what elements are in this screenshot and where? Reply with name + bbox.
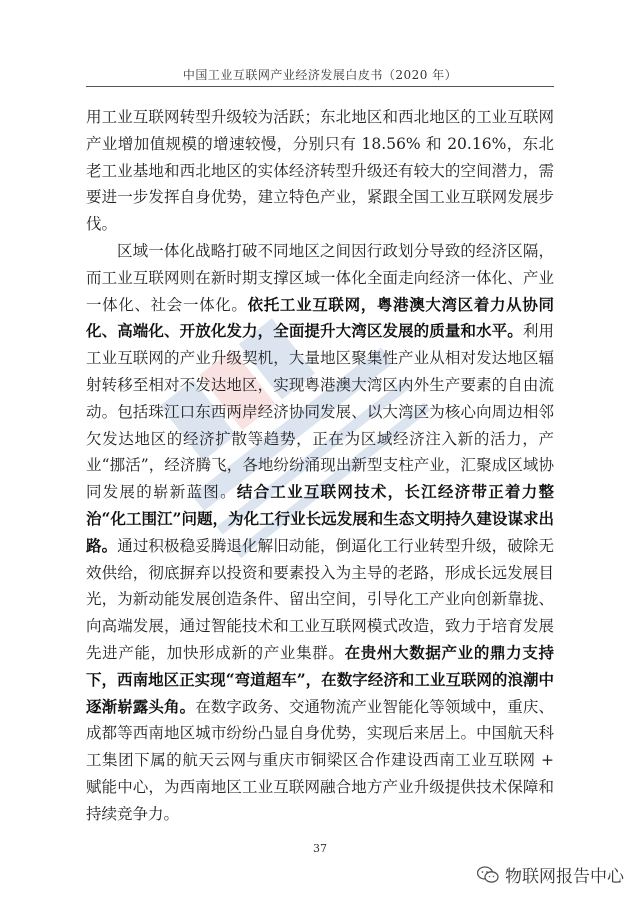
paragraph-2-intro: 区域一体化战略打破不同地区之间因行政划分导致的经济区隔，而工业互联网则在新时期支撑区域一体化全面走向经济一体化、产业一体化、社会一体化。 — [86, 241, 554, 314]
paragraph-2-bold-gba: 依托工业互联网，粤港澳大湾区着力从协同化、高端化、开放化发力，全面提升大湾区发展的质量和水平。 — [86, 294, 554, 341]
paragraph-2-gba-detail: 利用工业互联网的产业升级契机，大量地区聚集性产业从相对发达地区辐射转移至相对不发达地区，实现粤港澳大湾区内外生产要素的自由流动。包括珠江口东西两岸经济协同发展、以大湾区为核心向周边相邻欠发达地区的经济扩散等趋势，正在为区域经济注入新的活力，产业“挪活”，经济腾飞，各地纷纷涌现出新型支柱产业，汇聚成区域协同发展的崭新蓝图。 — [86, 322, 554, 502]
wechat-account-mark — [477, 862, 624, 887]
paragraph-1: 用工业互联网转型升级较为活跃；东北地区和西北地区的工业互联网产业增加值规模的增速较慢，分别只有 18.56% 和 20.16%，东北老工业基地和西北地区的实体经济转型升级还有较大的空间潜力，需要进一步发挥自身优势，建立特色产业，紧跟全国工业互联网发展步伐。 — [86, 108, 554, 234]
wechat-account-name: 物联网报告中心 — [505, 867, 624, 887]
paragraph-2-southwest-detail: 在数字政务、交通物流产业智能化等领域中，重庆、成都等西南地区城市纷纷凸显自身优势，实现后来居上。中国航天科工集团下属的航天云网与重庆市铜梁区合作建设西南工业互联网 + 赋能中心，为西南地区工业互联网融合地方产业升级提供技术保障和持续竞争力。 — [86, 697, 554, 823]
body-text — [86, 104, 554, 828]
paragraph-2-yangtze-detail: 通过积极稳妥腾退化解旧动能，倒逼化工行业转型升级，破除无效供给，彻底摒弃以投资和要素投入为主导的老路，形成长远发展目光，为新动能发展创造条件、留出空间，引导化工产业向创新靠拢、向高端发展，通过智能技术和工业互联网模式改造，致力于培育发展先进产能，加快形成新的产业集群。 — [86, 536, 554, 662]
page-number: 37 — [313, 842, 327, 855]
paragraph-2-bold-yangtze: 结合工业互联网技术，长江经济带正着力整治“化工围江”问题，为化工行业长远发展和生态文明持久建设谋求出路。 — [86, 482, 554, 555]
wechat-icon — [477, 866, 499, 884]
paragraph-2-bold-southwest: 在贵州大数据产业的鼎力支持下，西南地区正实现“弯道超车”，在数字经济和工业互联网的浪潮中逐渐崭露头角。 — [86, 642, 554, 716]
paragraph-2 — [86, 238, 554, 828]
header-rule — [86, 86, 554, 87]
running-header: 中国工业互联网产业经济发展白皮书（2020 年） — [182, 68, 458, 82]
